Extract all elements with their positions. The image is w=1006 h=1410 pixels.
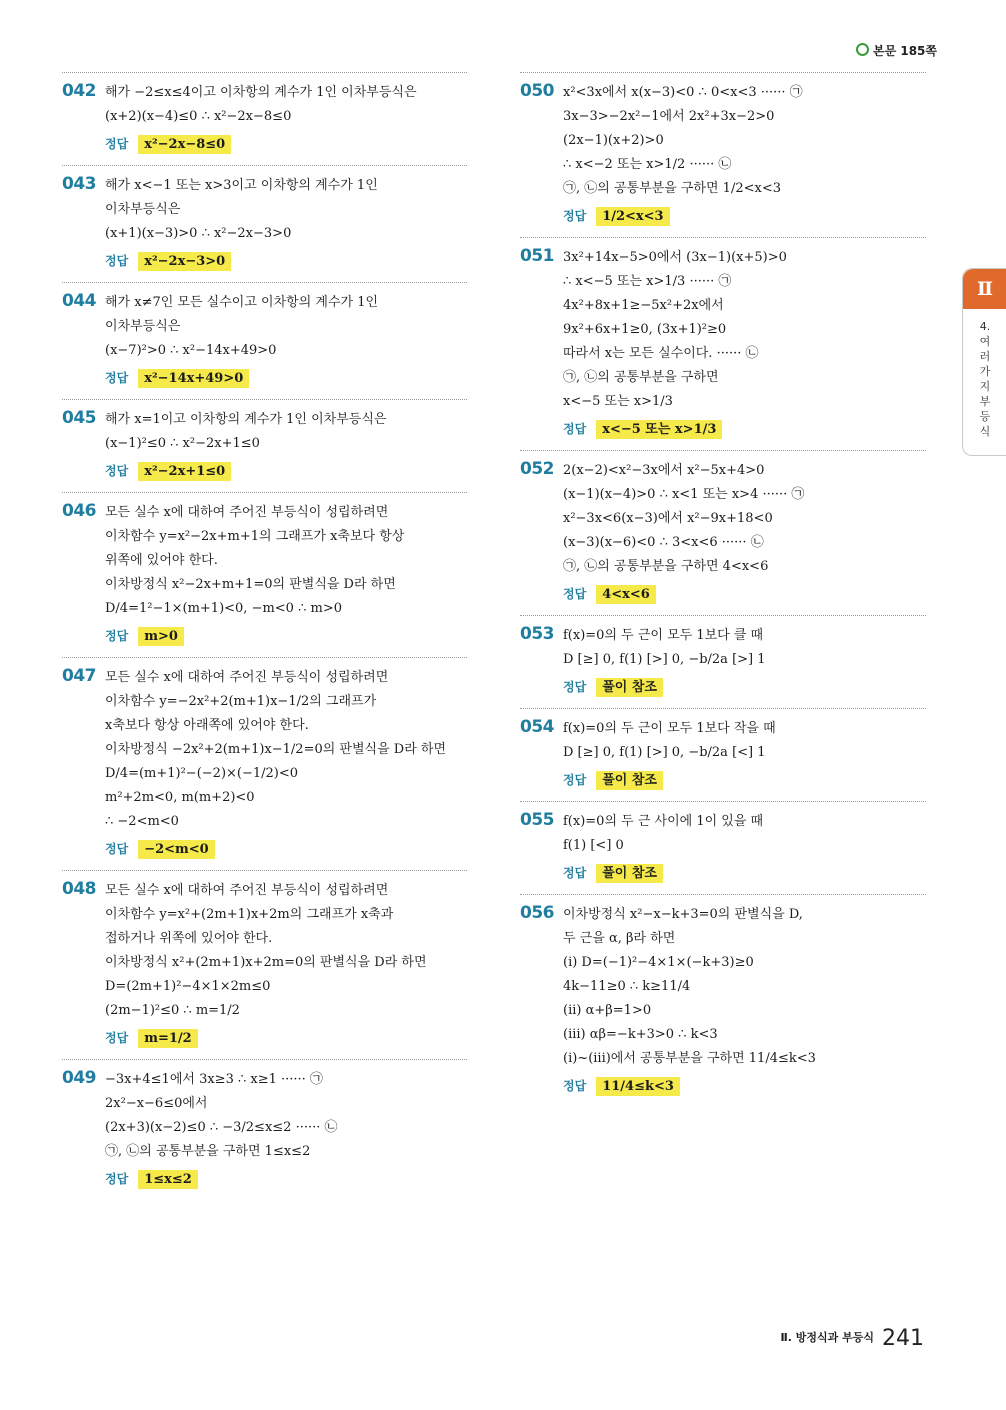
solution-line: −3x+4≤1에서 3x≥3 ∴ x≥1 ······ ㉠ xyxy=(105,1072,323,1087)
solution-line: 두 근을 α, β라 하면 xyxy=(563,931,676,946)
answer-row xyxy=(105,458,467,485)
solution-body xyxy=(563,717,926,794)
solution-line: ㉠, ㉡의 공통부분을 구하면 1≤x≤2 xyxy=(105,1144,311,1159)
answer-label: 정답 xyxy=(563,587,587,601)
problem-number: 050 xyxy=(520,81,554,101)
answer-row xyxy=(563,767,926,794)
solution-line: f(1) [<] 0 xyxy=(563,838,624,853)
solution-line: 해가 −2≤x≤4이고 이차항의 계수가 1인 이차부등식은 xyxy=(105,85,417,100)
solution-line: (2m−1)²≤0 ∴ m=1/2 xyxy=(105,1003,240,1018)
solution-body xyxy=(563,459,926,608)
chapter-number: Ⅱ xyxy=(963,269,1006,309)
answer-label: 정답 xyxy=(105,464,129,478)
answer-highlight: 4<x<6 xyxy=(596,585,656,604)
solution-body xyxy=(105,1068,467,1193)
solution-line: (i)~(iii)에서 공통부분을 구하면 11/4≤k<3 xyxy=(563,1051,816,1066)
solution-line: D/4=(m+1)²−(−2)×(−1/2)<0 xyxy=(105,766,299,781)
answer-label: 정답 xyxy=(563,1079,587,1093)
problem-number: 044 xyxy=(62,291,96,311)
solution-line: 이차방정식 x²−2x+m+1=0의 판별식을 D라 하면 xyxy=(105,577,396,592)
answer-highlight: 11/4≤k<3 xyxy=(596,1077,680,1096)
answer-row xyxy=(105,365,467,392)
problem-number: 042 xyxy=(62,81,96,101)
solution-line: (x−3)(x−6)<0 ∴ 3<x<6 ······ ㉡ xyxy=(563,535,764,550)
solution-body xyxy=(563,624,926,701)
answer-highlight: x²−2x−3>0 xyxy=(138,252,231,271)
answer-highlight: 풀이 참조 xyxy=(596,771,663,790)
solution-line: (2x−1)(x+2)>0 xyxy=(563,133,664,148)
problem-number: 046 xyxy=(62,501,96,521)
answer-highlight: m>0 xyxy=(138,627,184,646)
problem-052 xyxy=(520,450,926,615)
problem-053 xyxy=(520,615,926,708)
solution-line: ㉠, ㉡의 공통부분을 구하면 1/2<x<3 xyxy=(563,181,781,196)
solution-line: D [≥] 0, f(1) [>] 0, −b/2a [>] 1 xyxy=(563,652,766,667)
answer-label: 정답 xyxy=(563,866,587,880)
solution-body xyxy=(105,879,467,1052)
answer-label: 정답 xyxy=(105,371,129,385)
solution-line: ∴ −2<m<0 xyxy=(105,814,179,829)
solution-line: 이차방정식 x²−x−k+3=0의 판별식을 D, xyxy=(563,907,803,922)
problem-number: 052 xyxy=(520,459,554,479)
answer-row xyxy=(563,860,926,887)
problem-047 xyxy=(62,657,467,870)
page-number: 241 xyxy=(882,1326,924,1351)
answer-row xyxy=(563,203,926,230)
solution-body xyxy=(105,291,467,392)
solution-line: (iii) αβ=−k+3>0 ∴ k<3 xyxy=(563,1027,718,1042)
answer-highlight: 1/2<x<3 xyxy=(596,207,669,226)
solution-line: 해가 x<−1 또는 x>3이고 이차항의 계수가 1인 xyxy=(105,178,378,193)
solution-line: 2(x−2)<x²−3x에서 x²−5x+4>0 xyxy=(563,463,765,478)
solution-line: x축보다 항상 아래쪽에 있어야 한다. xyxy=(105,718,309,733)
problem-044 xyxy=(62,282,467,399)
problem-number: 054 xyxy=(520,717,554,737)
problem-number: 048 xyxy=(62,879,96,899)
solution-line: 해가 x=1이고 이차항의 계수가 1인 이차부등식은 xyxy=(105,412,387,427)
answer-highlight: 풀이 참조 xyxy=(596,864,663,883)
answer-row xyxy=(563,674,926,701)
solution-line: (i) D=(−1)²−4×1×(−k+3)≥0 xyxy=(563,955,754,970)
circle-bullet-icon xyxy=(856,43,869,56)
problem-number: 049 xyxy=(62,1068,96,1088)
solution-line: 9x²+6x+1≥0, (3x+1)²≥0 xyxy=(563,322,727,337)
solution-line: (x+2)(x−4)≤0 ∴ x²−2x−8≤0 xyxy=(105,109,292,124)
solution-line: 4x²+8x+1≥−5x²+2x에서 xyxy=(563,298,724,313)
solution-line: f(x)=0의 두 근이 모두 1보다 클 때 xyxy=(563,628,764,643)
right-column xyxy=(520,72,926,1107)
answer-label: 정답 xyxy=(563,209,587,223)
footer-section: Ⅱ. 방정식과 부등식 xyxy=(780,1331,874,1344)
problem-048 xyxy=(62,870,467,1059)
problem-number: 043 xyxy=(62,174,96,194)
page-footer xyxy=(781,1326,924,1351)
solution-line: (2x+3)(x−2)≤0 ∴ −3/2≤x≤2 ······ ㉡ xyxy=(105,1120,338,1135)
solution-line: 이차함수 y=−2x²+2(m+1)x−1/2의 그래프가 xyxy=(105,694,377,709)
solution-line: 모든 실수 x에 대하여 주어진 부등식이 성립하려면 xyxy=(105,505,389,520)
solution-body xyxy=(563,246,926,443)
answer-highlight: x<−5 또는 x>1/3 xyxy=(596,420,722,439)
solution-line: (x−7)²>0 ∴ x²−14x+49>0 xyxy=(105,343,277,358)
answer-label: 정답 xyxy=(105,629,129,643)
reference-text: 본문 185쪽 xyxy=(873,44,938,58)
solution-line: (ii) α+β=1>0 xyxy=(563,1003,652,1018)
left-column xyxy=(62,72,467,1200)
solution-line: 이차함수 y=x²+(2m+1)x+2m의 그래프가 x축과 xyxy=(105,907,394,922)
answer-row xyxy=(105,1025,467,1052)
answer-label: 정답 xyxy=(563,680,587,694)
solution-body xyxy=(105,501,467,650)
solution-line: x<−5 또는 x>1/3 xyxy=(563,394,673,409)
problem-number: 056 xyxy=(520,903,554,923)
answer-row xyxy=(105,131,467,158)
solution-line: f(x)=0의 두 근이 모두 1보다 작을 때 xyxy=(563,721,776,736)
solution-body xyxy=(563,81,926,230)
solution-body xyxy=(563,810,926,887)
answer-highlight: 풀이 참조 xyxy=(596,678,663,697)
answer-label: 정답 xyxy=(105,842,129,856)
answer-label: 정답 xyxy=(105,1031,129,1045)
problem-050 xyxy=(520,72,926,237)
problem-046 xyxy=(62,492,467,657)
solution-line: D [≥] 0, f(1) [>] 0, −b/2a [<] 1 xyxy=(563,745,766,760)
solution-line: 위쪽에 있어야 한다. xyxy=(105,553,218,568)
answer-highlight: x²−2x+1≤0 xyxy=(138,462,231,481)
problem-055 xyxy=(520,801,926,894)
answer-row xyxy=(105,1166,467,1193)
problem-054 xyxy=(520,708,926,801)
solution-line: 4k−11≥0 ∴ k≥11/4 xyxy=(563,979,691,994)
problem-043 xyxy=(62,165,467,282)
solution-line: D=(2m+1)²−4×1×2m≤0 xyxy=(105,979,271,994)
solution-line: 이차함수 y=x²−2x+m+1의 그래프가 x축보다 항상 xyxy=(105,529,405,544)
solution-line: D/4=1²−1×(m+1)<0, −m<0 ∴ m>0 xyxy=(105,601,342,616)
solution-line: 3x²+14x−5>0에서 (3x−1)(x+5)>0 xyxy=(563,250,787,265)
solution-line: (x−1)²≤0 ∴ x²−2x+1≤0 xyxy=(105,436,260,451)
solution-line: 따라서 x는 모든 실수이다. ······ ㉡ xyxy=(563,346,759,361)
answer-label: 정답 xyxy=(563,773,587,787)
solution-body xyxy=(105,81,467,158)
answer-highlight: x²−2x−8≤0 xyxy=(138,135,231,154)
solution-line: 모든 실수 x에 대하여 주어진 부등식이 성립하려면 xyxy=(105,883,389,898)
solution-line: ㉠, ㉡의 공통부분을 구하면 xyxy=(563,370,719,385)
solution-line: 해가 x≠7인 모든 실수이고 이차항의 계수가 1인 xyxy=(105,295,379,310)
problem-number: 055 xyxy=(520,810,554,830)
answer-row xyxy=(105,836,467,863)
solution-line: (x+1)(x−3)>0 ∴ x²−2x−3>0 xyxy=(105,226,292,241)
solution-body xyxy=(105,408,467,485)
solution-line: 이차부등식은 xyxy=(105,202,181,217)
problem-051 xyxy=(520,237,926,450)
solution-line: f(x)=0의 두 근 사이에 1이 있을 때 xyxy=(563,814,764,829)
problem-056 xyxy=(520,894,926,1107)
solution-line: 모든 실수 x에 대하여 주어진 부등식이 성립하려면 xyxy=(105,670,389,685)
answer-highlight: m=1/2 xyxy=(138,1029,198,1048)
problem-045 xyxy=(62,399,467,492)
problem-number: 053 xyxy=(520,624,554,644)
solution-line: 2x²−x−6≤0에서 xyxy=(105,1096,208,1111)
solution-body xyxy=(563,903,926,1100)
solution-line: 3x−3>−2x²−1에서 2x²+3x−2>0 xyxy=(563,109,775,124)
solution-body xyxy=(105,666,467,863)
answer-row xyxy=(563,1073,926,1100)
solution-line: 이차방정식 −2x²+2(m+1)x−1/2=0의 판별식을 D라 하면 xyxy=(105,742,447,757)
answer-highlight: −2<m<0 xyxy=(138,840,215,859)
solution-line: x²−3x<6(x−3)에서 x²−9x+18<0 xyxy=(563,511,773,526)
problem-042 xyxy=(62,72,467,165)
solution-line: 이차방정식 x²+(2m+1)x+2m=0의 판별식을 D라 하면 xyxy=(105,955,427,970)
solution-line: 접하거나 위쪽에 있어야 한다. xyxy=(105,931,273,946)
answer-label: 정답 xyxy=(563,422,587,436)
solution-body xyxy=(105,174,467,275)
problem-number: 045 xyxy=(62,408,96,428)
answer-highlight: x²−14x+49>0 xyxy=(138,369,249,388)
problem-number: 047 xyxy=(62,666,96,686)
solution-line: ㉠, ㉡의 공통부분을 구하면 4<x<6 xyxy=(563,559,769,574)
answer-row xyxy=(105,248,467,275)
answer-highlight: 1≤x≤2 xyxy=(138,1170,198,1189)
textbook-reference xyxy=(856,42,937,59)
chapter-tab[interactable] xyxy=(962,268,1006,456)
problem-049 xyxy=(62,1059,467,1200)
answer-label: 정답 xyxy=(105,1172,129,1186)
solution-line: x²<3x에서 x(x−3)<0 ∴ 0<x<3 ······ ㉠ xyxy=(563,85,803,100)
chapter-title: 4.여러가지부등식 xyxy=(979,320,991,438)
solution-line: m²+2m<0, m(m+2)<0 xyxy=(105,790,255,805)
answer-label: 정답 xyxy=(105,137,129,151)
problem-number: 051 xyxy=(520,246,554,266)
answer-label: 정답 xyxy=(105,254,129,268)
solution-line: (x−1)(x−4)>0 ∴ x<1 또는 x>4 ······ ㉠ xyxy=(563,487,805,502)
solution-line: ∴ x<−2 또는 x>1/2 ······ ㉡ xyxy=(563,157,732,172)
answer-row xyxy=(105,623,467,650)
solution-line: ∴ x<−5 또는 x>1/3 ······ ㉠ xyxy=(563,274,732,289)
solution-line: 이차부등식은 xyxy=(105,319,181,334)
answer-row xyxy=(563,581,926,608)
answer-row xyxy=(563,416,926,443)
